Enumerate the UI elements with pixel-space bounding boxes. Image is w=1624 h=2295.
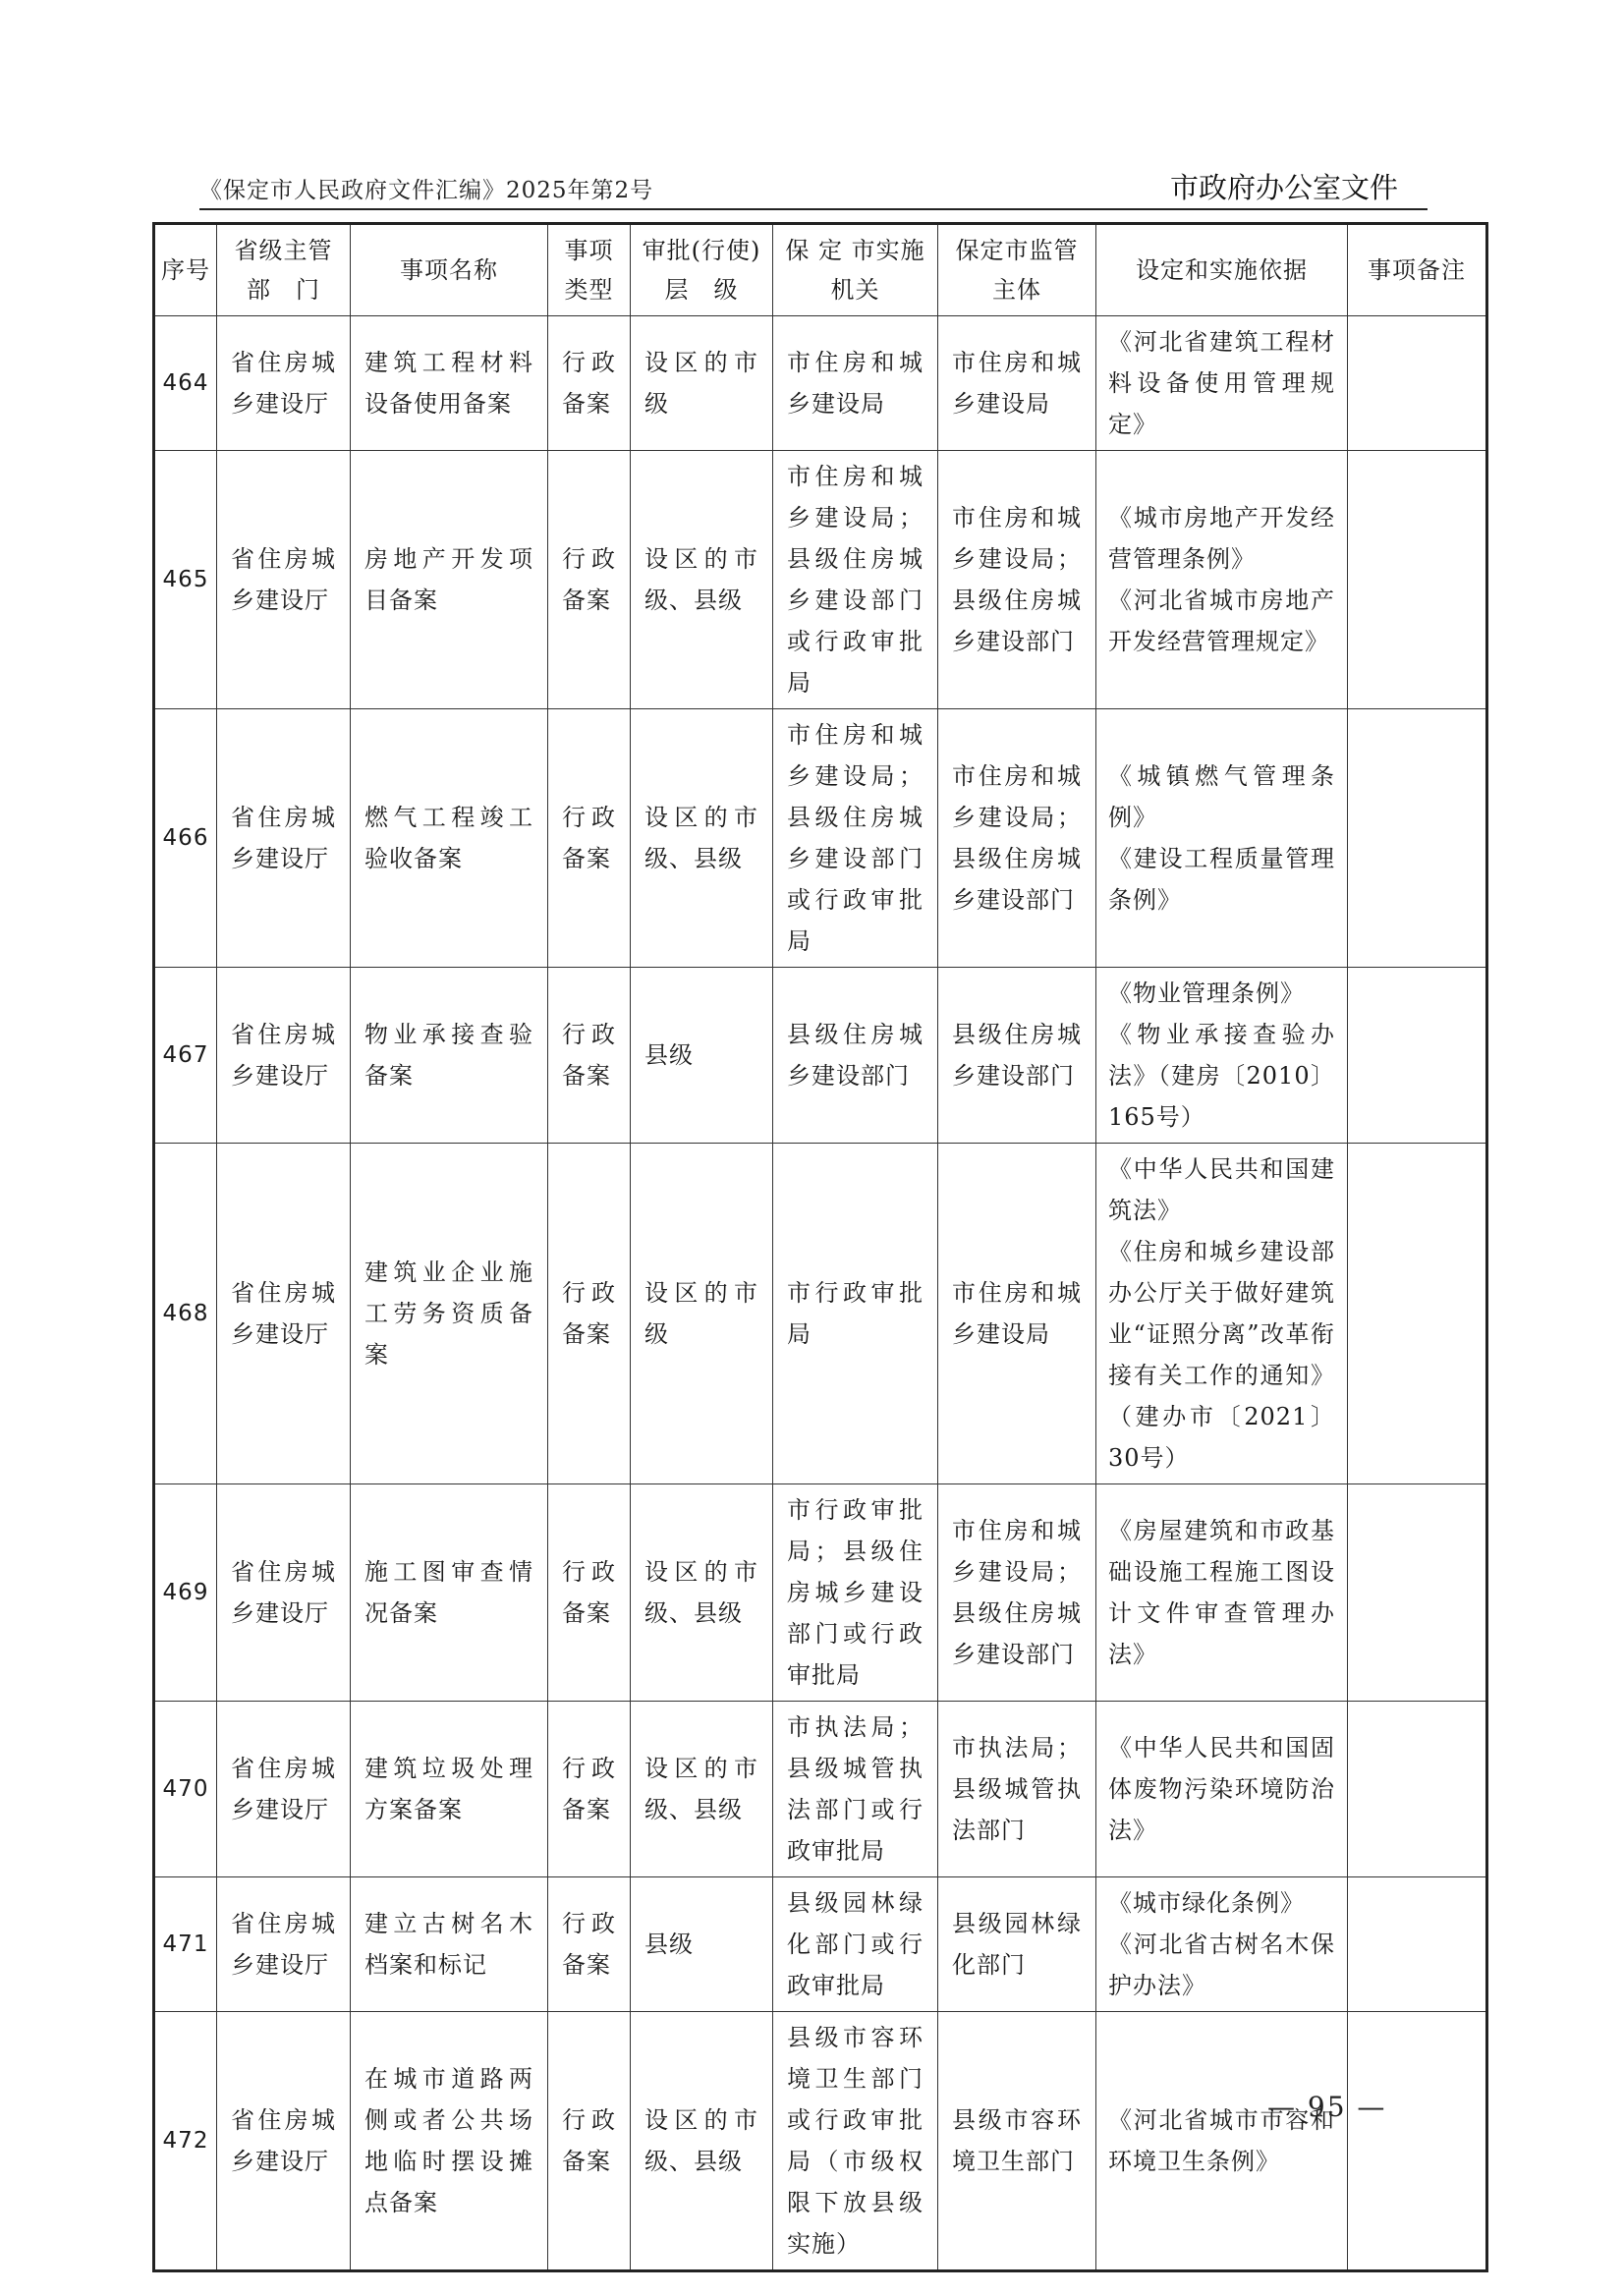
cell-level: 县级 — [631, 968, 773, 1144]
header-col-agency: 保 定 市实施机关 — [773, 224, 938, 316]
cell-supervisor: 县级市容环境卫生部门 — [938, 2012, 1096, 2271]
basis-item: 《城镇燃气管理条例》 — [1108, 762, 1335, 831]
cell-agency: 市行政审批局 — [773, 1144, 938, 1484]
cell-supervisor: 县级园林绿化部门 — [938, 1877, 1096, 2012]
table-row — [154, 968, 1487, 1144]
cell-type: 行政备案 — [548, 1484, 631, 1702]
cell-name: 物业承接查验备案 — [351, 968, 548, 1144]
cell-dept: 省住房城乡建设厅 — [217, 968, 351, 1144]
basis-item: 《城市房地产开发经营管理条例》 — [1108, 504, 1335, 573]
cell-basis — [1096, 316, 1348, 451]
basis-item: 《物业管理条例》 — [1108, 980, 1305, 1007]
cell-basis — [1096, 968, 1348, 1144]
filing-items-table — [152, 222, 1488, 2272]
cell-basis — [1096, 709, 1348, 968]
header-col-seq: 序号 — [154, 224, 217, 316]
cell-name: 在城市道路两侧或者公共场地临时摆设摊点备案 — [351, 2012, 548, 2271]
cell-level: 设区的市级、县级 — [631, 451, 773, 709]
cell-supervisor: 市住房和城乡建设局；县级住房城乡建设部门 — [938, 709, 1096, 968]
basis-item: 《住房和城乡建设部办公厅关于做好建筑业“证照分离”改革衔接有关工作的通知》（建办市〔2021〕30号） — [1108, 1238, 1335, 1472]
cell-note — [1348, 709, 1487, 968]
cell-type: 行政备案 — [548, 316, 631, 451]
cell-dept: 省住房城乡建设厅 — [217, 1144, 351, 1484]
cell-name: 燃气工程竣工验收备案 — [351, 709, 548, 968]
cell-level: 设区的市级、县级 — [631, 1702, 773, 1877]
cell-name: 施工图审查情况备案 — [351, 1484, 548, 1702]
cell-supervisor: 市住房和城乡建设局；县级住房城乡建设部门 — [938, 1484, 1096, 1702]
table-row — [154, 316, 1487, 451]
table-row — [154, 451, 1487, 709]
cell-note — [1348, 968, 1487, 1144]
cell-agency: 县级住房城乡建设部门 — [773, 968, 938, 1144]
cell-note — [1348, 1484, 1487, 1702]
cell-type: 行政备案 — [548, 1702, 631, 1877]
cell-agency: 县级园林绿化部门或行政审批局 — [773, 1877, 938, 2012]
cell-dept: 省住房城乡建设厅 — [217, 1484, 351, 1702]
cell-type: 行政备案 — [548, 709, 631, 968]
cell-level: 设区的市级 — [631, 316, 773, 451]
cell-supervisor: 县级住房城乡建设部门 — [938, 968, 1096, 1144]
basis-item: 《河北省城市市容和环境卫生条例》 — [1108, 2106, 1335, 2175]
cell-supervisor: 市住房和城乡建设局 — [938, 316, 1096, 451]
cell-agency: 县级市容环境卫生部门或行政审批局（市级权限下放县级实施） — [773, 2012, 938, 2271]
cell-basis — [1096, 2012, 1348, 2271]
cell-agency: 市行政审批局；县级住房城乡建设部门或行政审批局 — [773, 1484, 938, 1702]
table-header-row — [154, 224, 1487, 316]
cell-dept: 省住房城乡建设厅 — [217, 2012, 351, 2271]
header-col-note: 事项备注 — [1348, 224, 1487, 316]
cell-no: 464 — [154, 316, 217, 451]
cell-no: 470 — [154, 1702, 217, 1877]
header-col-type: 事项类型 — [548, 224, 631, 316]
cell-no: 466 — [154, 709, 217, 968]
cell-agency: 市住房和城乡建设局；县级住房城乡建设部门或行政审批局 — [773, 451, 938, 709]
cell-note — [1348, 2012, 1487, 2271]
basis-item: 《河北省古树名木保护办法》 — [1108, 1931, 1335, 1999]
filing-items-table-wrap — [152, 222, 1485, 2272]
cell-agency: 市执法局；县级城管执法部门或行政审批局 — [773, 1702, 938, 1877]
cell-name: 建筑工程材料设备使用备案 — [351, 316, 548, 451]
page-number: — 95 — — [1267, 2091, 1387, 2123]
cell-name: 房地产开发项目备案 — [351, 451, 548, 709]
cell-type: 行政备案 — [548, 2012, 631, 2271]
basis-item: 《城市绿化条例》 — [1108, 1889, 1305, 1917]
cell-basis — [1096, 451, 1348, 709]
cell-agency: 市住房和城乡建设局；县级住房城乡建设部门或行政审批局 — [773, 709, 938, 968]
header-col-basis: 设定和实施依据 — [1096, 224, 1348, 316]
cell-level: 县级 — [631, 1877, 773, 2012]
header-col-dept: 省级主管部 门 — [217, 224, 351, 316]
table-row — [154, 1877, 1487, 2012]
cell-level: 设区的市级、县级 — [631, 2012, 773, 2271]
table-row — [154, 1144, 1487, 1484]
header-rule — [199, 208, 1428, 210]
cell-supervisor: 市住房和城乡建设局 — [938, 1144, 1096, 1484]
cell-level: 设区的市级 — [631, 1144, 773, 1484]
cell-dept: 省住房城乡建设厅 — [217, 1877, 351, 2012]
table-row — [154, 709, 1487, 968]
section-title: 市政府办公室文件 — [1169, 171, 1398, 204]
cell-dept: 省住房城乡建设厅 — [217, 316, 351, 451]
cell-note — [1348, 1702, 1487, 1877]
cell-supervisor: 市住房和城乡建设局；县级住房城乡建设部门 — [938, 451, 1096, 709]
basis-item: 《河北省城市房地产开发经营管理规定》 — [1108, 587, 1335, 655]
cell-dept: 省住房城乡建设厅 — [217, 1702, 351, 1877]
header-col-level: 审批(行使)层 级 — [631, 224, 773, 316]
cell-name: 建筑业企业施工劳务资质备案 — [351, 1144, 548, 1484]
cell-basis — [1096, 1144, 1348, 1484]
cell-note — [1348, 1877, 1487, 2012]
basis-item: 《建设工程质量管理条例》 — [1108, 845, 1335, 914]
cell-dept: 省住房城乡建设厅 — [217, 709, 351, 968]
cell-dept: 省住房城乡建设厅 — [217, 451, 351, 709]
cell-supervisor: 市执法局；县级城管执法部门 — [938, 1702, 1096, 1877]
cell-level: 设区的市级、县级 — [631, 1484, 773, 1702]
cell-no: 472 — [154, 2012, 217, 2271]
cell-no: 467 — [154, 968, 217, 1144]
cell-basis — [1096, 1702, 1348, 1877]
basis-item: 《中华人民共和国固体废物污染环境防治法》 — [1108, 1734, 1335, 1844]
cell-basis — [1096, 1484, 1348, 1702]
basis-item: 《中华人民共和国建筑法》 — [1108, 1155, 1335, 1224]
cell-note — [1348, 316, 1487, 451]
cell-no: 471 — [154, 1877, 217, 2012]
cell-basis — [1096, 1877, 1348, 2012]
header-col-supervisor: 保定市监管主体 — [938, 224, 1096, 316]
table-row — [154, 2012, 1487, 2271]
cell-no: 468 — [154, 1144, 217, 1484]
cell-name: 建筑垃圾处理方案备案 — [351, 1702, 548, 1877]
basis-item: 《河北省建筑工程材料设备使用管理规定》 — [1108, 328, 1335, 438]
cell-note — [1348, 1144, 1487, 1484]
cell-no: 469 — [154, 1484, 217, 1702]
page-header — [199, 169, 1428, 210]
publication-title: 《保定市人民政府文件汇编》2025年第2号 — [199, 178, 654, 203]
table-row — [154, 1484, 1487, 1702]
cell-type: 行政备案 — [548, 1144, 631, 1484]
cell-type: 行政备案 — [548, 1877, 631, 2012]
cell-type: 行政备案 — [548, 451, 631, 709]
basis-item: 《物业承接查验办法》（建房〔2010〕165号） — [1108, 1021, 1335, 1131]
cell-note — [1348, 451, 1487, 709]
cell-no: 465 — [154, 451, 217, 709]
cell-name: 建立古树名木档案和标记 — [351, 1877, 548, 2012]
basis-item: 《房屋建筑和市政基础设施工程施工图设计文件审查管理办法》 — [1108, 1517, 1335, 1668]
table-row — [154, 1702, 1487, 1877]
cell-type: 行政备案 — [548, 968, 631, 1144]
header-col-name: 事项名称 — [351, 224, 548, 316]
cell-level: 设区的市级、县级 — [631, 709, 773, 968]
cell-agency: 市住房和城乡建设局 — [773, 316, 938, 451]
